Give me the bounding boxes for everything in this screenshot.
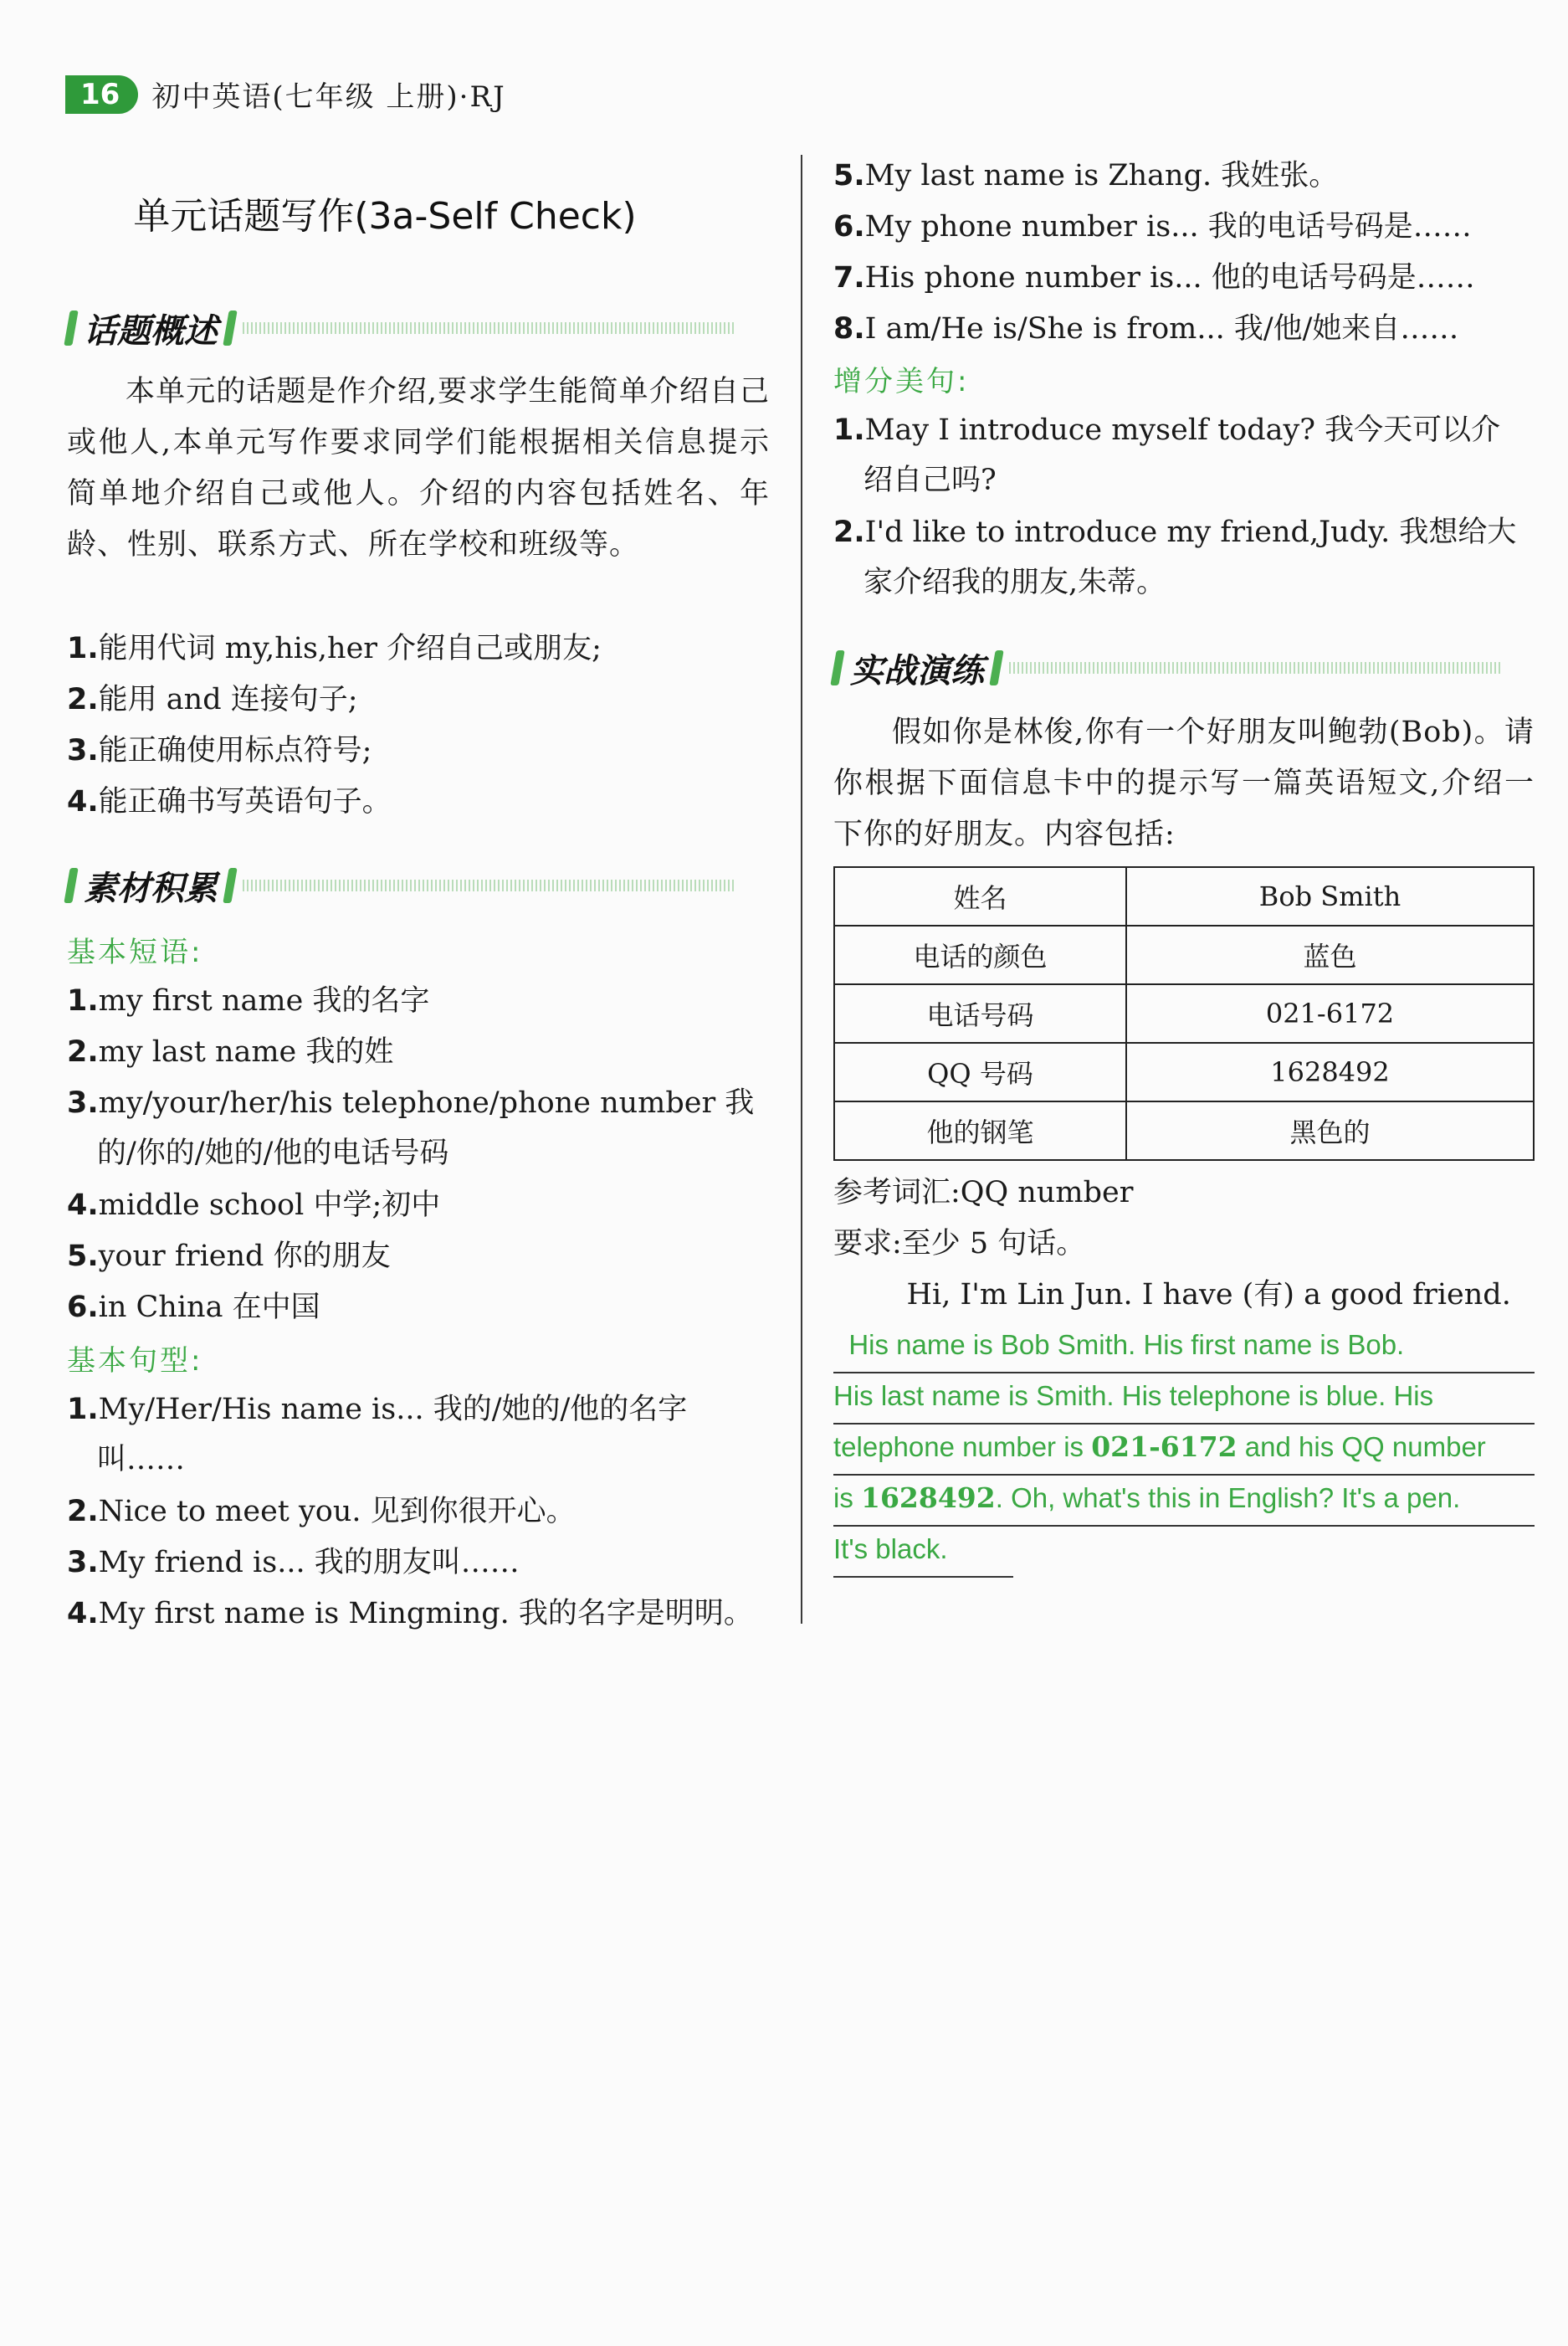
sentence-item: 6.My phone number is... 我的电话号码是…… — [833, 210, 1472, 244]
sentence-item: 8.I am/He is/She is from... 我/他/她来自…… — [833, 312, 1459, 346]
heading-dotted-rule — [243, 322, 736, 334]
table-row: 电话的颜色 蓝色 — [834, 926, 1534, 984]
unit-title: 单元话题写作(3a-Self Check) — [133, 195, 637, 238]
sentences-label: 基本句型: — [67, 1344, 203, 1378]
bonus-sentence: 2.I'd like to introduce my friend,Judy. 我想给大 家介绍我的朋友,朱蒂。 — [833, 516, 1517, 599]
phrase-item: 2.my last name 我的姓 — [67, 1035, 394, 1069]
section-heading-overview — [67, 303, 770, 353]
info-card-table — [833, 866, 1535, 1161]
section-heading-label: 实战演练 — [850, 651, 984, 690]
requirement: 要求:至少 5 句话。 — [833, 1227, 1086, 1260]
answer-line: His name is Bob Smith. His first name is Bob. — [833, 1321, 1535, 1373]
heading-dotted-rule — [1009, 662, 1503, 674]
sentence-item: 3.My friend is... 我的朋友叫…… — [67, 1546, 520, 1579]
phrase-item: 6.in China 在中国 — [67, 1291, 320, 1324]
table-row: 姓名 Bob Smith — [834, 867, 1534, 926]
section-heading-materials — [67, 860, 770, 911]
list-item: 2.能用 and 连接句子; — [67, 683, 358, 716]
table-row: QQ 号码 1628492 — [834, 1043, 1534, 1101]
page-header — [65, 74, 506, 115]
section-heading-label: 素材积累 — [84, 869, 218, 908]
bonus-sentence: 1.May I introduce myself today? 我今天可以介 绍自己吗? — [833, 413, 1501, 497]
list-item: 1.能用代词 my,his,her 介绍自己或朋友; — [67, 632, 602, 665]
table-row: 他的钢笔 黑色的 — [834, 1101, 1534, 1160]
phrases-label: 基本短语: — [67, 936, 203, 969]
table-row: 电话号码 021-6172 — [834, 984, 1534, 1043]
phrase-item: 5.your friend 你的朋友 — [67, 1240, 391, 1273]
bonus-label: 增分美句: — [833, 365, 970, 398]
column-divider — [801, 155, 802, 1624]
sentence-item: 7.His phone number is... 他的电话号码是…… — [833, 261, 1475, 295]
sentence-item: 1.My/Her/His name is... 我的/她的/他的名字 叫…… — [67, 1393, 688, 1476]
answer-line: It's black. — [833, 1525, 1013, 1578]
phrase-item: 4.middle school 中学;初中 — [67, 1188, 441, 1222]
phrase-item: 1.my first name 我的名字 — [67, 984, 430, 1018]
sentence-item: 4.My first name is Mingming. 我的名字是明明。 — [67, 1597, 753, 1630]
sentence-item: 2.Nice to meet you. 见到你很开心。 — [67, 1495, 576, 1528]
sentence-item: 5.My last name is Zhang. 我姓张。 — [833, 159, 1339, 193]
book-title: 初中英语(七年级 上册)·RJ — [151, 80, 506, 114]
overview-paragraph: 本单元的话题是作介绍,要求学生能简单介绍自己或他人,本单元写作要求同学们能根据相关信息提示简单地介绍自己或他人。介绍的内容包括姓名、年龄、性别、联系方式、所在学校和班级等。 — [67, 375, 770, 562]
heading-dotted-rule — [243, 880, 736, 891]
page-number-badge: 16 — [65, 75, 138, 114]
list-item: 4.能正确书写英语句子。 — [67, 785, 392, 819]
list-item: 3.能正确使用标点符号; — [67, 734, 372, 767]
answer-line: telephone number is 021-6172 and his QQ number — [833, 1423, 1535, 1476]
answer-line: His last name is Smith. His telephone is blue. His — [833, 1372, 1535, 1425]
answer-line: is 1628492. Oh, what's this in English? It's a pen. — [833, 1474, 1535, 1527]
essay-opening: Hi, I'm Lin Jun. I have (有) a good friend. — [906, 1278, 1511, 1312]
practice-prompt: 假如你是林俊,你有一个好朋友叫鲍勃(Bob)。请你根据下面信息卡中的提示写一篇英语短文,介绍一下你的好朋友。内容包括: — [833, 716, 1535, 851]
section-heading-practice — [833, 643, 1535, 693]
section-heading-label: 话题概述 — [84, 311, 218, 351]
phrase-item: 3.my/your/her/his telephone/phone number 我 的/你的/她的/他的电话号码 — [67, 1086, 755, 1170]
vocab-hint: 参考词汇:QQ number — [833, 1176, 1134, 1209]
